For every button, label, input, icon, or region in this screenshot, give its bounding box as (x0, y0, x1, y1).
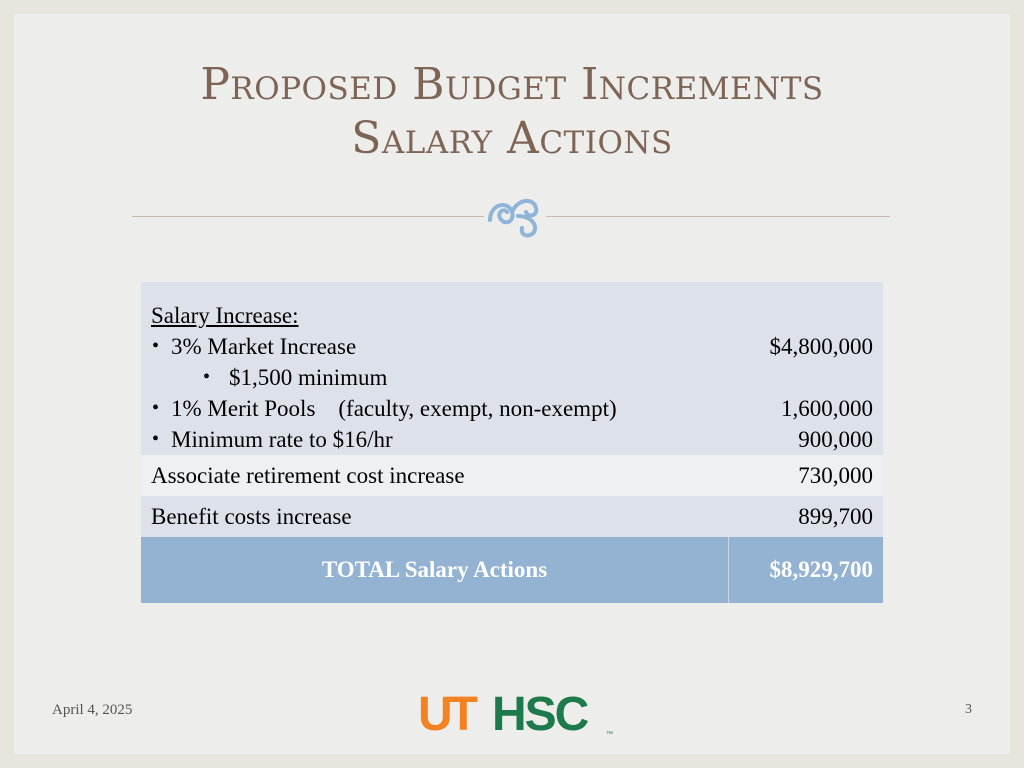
item-label: 1% Merit Pools (faculty, exempt, non-exempt) (171, 396, 617, 421)
table-row (141, 424, 883, 455)
slide (14, 14, 1010, 754)
logo-ut: UT (418, 688, 474, 738)
salary-increase-section (141, 282, 883, 455)
bullet-icon: • (152, 428, 160, 450)
logo-trademark: ™ (606, 731, 613, 738)
total-value: $8,929,700 (769, 557, 873, 582)
footer-date: April 4, 2025 (52, 702, 133, 718)
salary-increase-heading-row (141, 300, 883, 331)
row-label: Associate retirement cost increase (151, 463, 465, 488)
slide-title (14, 58, 1010, 166)
item-label: Minimum rate to $16/hr (171, 427, 393, 452)
item-value: $4,800,000 (769, 334, 873, 359)
title-line-1: Proposed Budget Increments (200, 59, 824, 110)
title-divider-right (546, 216, 890, 217)
bullet-icon: • (152, 335, 160, 357)
table-row (141, 331, 883, 362)
item-value: 1,600,000 (781, 396, 873, 421)
table-row (141, 393, 883, 424)
salary-increase-heading: Salary Increase: (151, 303, 299, 328)
total-row (141, 537, 883, 603)
benefit-costs-row (141, 496, 883, 537)
item-label: 3% Market Increase (171, 334, 357, 359)
item-label: $1,500 minimum (229, 365, 388, 390)
bullet-icon: • (152, 397, 160, 419)
flourish-ornament-icon (482, 190, 548, 240)
title-line-2: Salary Actions (351, 113, 673, 164)
item-value: 900,000 (798, 427, 873, 452)
uthsc-logo (418, 686, 618, 738)
page-number: 3 (965, 702, 972, 717)
item-value (729, 362, 883, 393)
salary-actions-table (141, 282, 883, 603)
total-label: TOTAL Salary Actions (141, 537, 729, 603)
title-divider-left (132, 216, 484, 217)
table-row (141, 362, 883, 393)
row-value: 899,700 (798, 504, 873, 529)
row-value: 730,000 (798, 463, 873, 488)
row-label: Benefit costs increase (151, 504, 352, 529)
bullet-icon: • (203, 366, 211, 388)
logo-hsc: HSC (492, 688, 588, 738)
associate-retirement-row (141, 455, 883, 496)
